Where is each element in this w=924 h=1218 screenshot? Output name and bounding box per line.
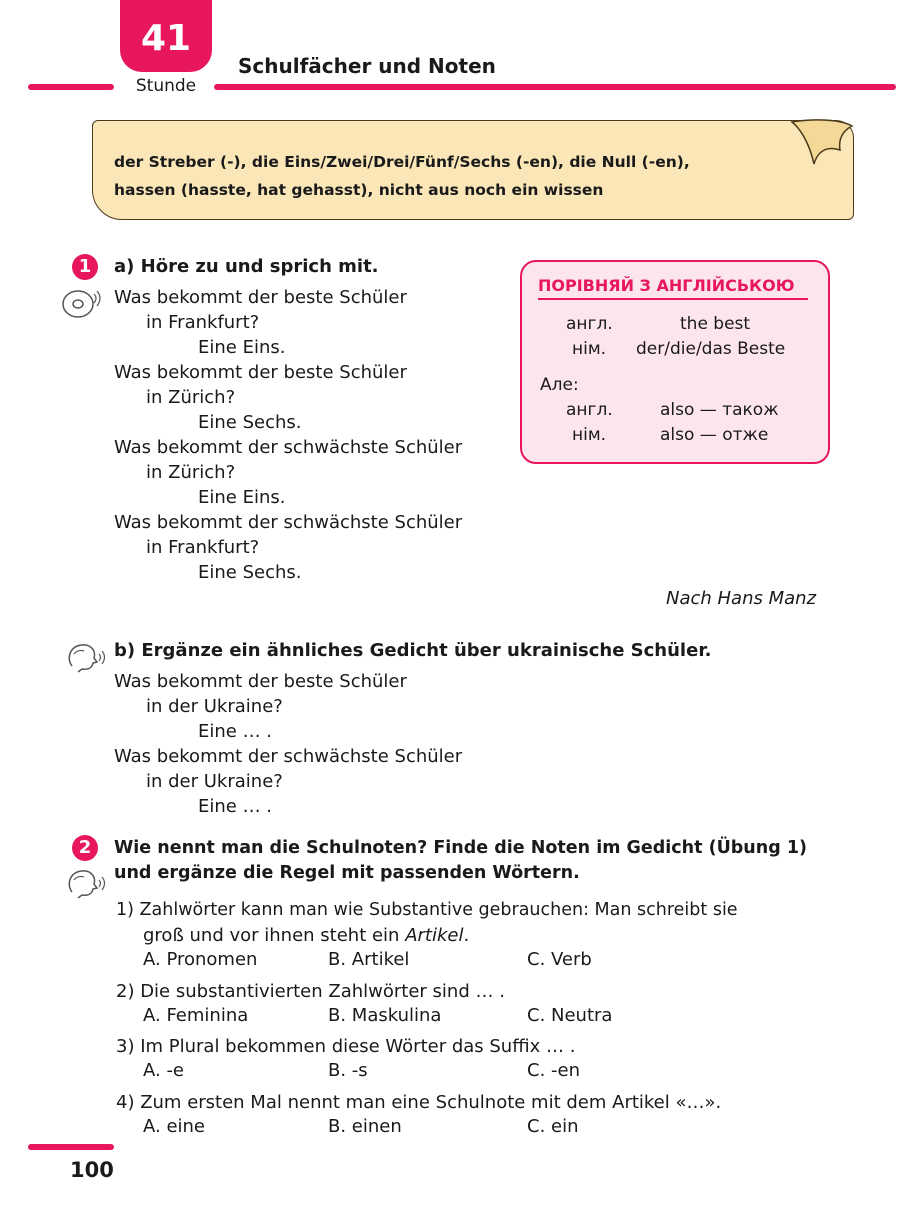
compare-text: also — також [660, 400, 779, 420]
compare-lang: нім. [572, 425, 607, 445]
question-1-line-2 [143, 923, 469, 948]
answer-option[interactable]: C. Verb [527, 949, 592, 970]
exercise-1a-label: a) Höre zu und sprich mit. [114, 256, 379, 277]
poem-b-line: in der Ukraine? [146, 696, 283, 717]
vocab-line-1: der Streber (-), die Eins/Zwei/Drei/Fünf/Sechs (-en), die Null (-en), [114, 153, 690, 171]
poem-b-line: Eine … . [198, 721, 273, 742]
question-1-line-1: 1) Zahlwörter kann man wie Substantive gebrauchen: Man schreibt sie [116, 900, 738, 920]
poem-line: Was bekommt der schwächste Schüler [114, 512, 463, 533]
answer-option[interactable]: A. -e [143, 1060, 185, 1081]
question-3: 3) Im Plural bekommen diese Wörter das Suffix … . [116, 1036, 576, 1057]
poem-b-line: Eine … . [198, 796, 273, 817]
answer-option[interactable]: B. Artikel [328, 949, 410, 970]
cd-audio-icon[interactable] [58, 286, 102, 322]
compare-text: the best [680, 314, 751, 334]
compare-lang: англ. [566, 314, 613, 334]
answer-option[interactable]: C. Neutra [527, 1005, 613, 1026]
header-rule-left [28, 84, 114, 90]
answer-option[interactable]: B. einen [328, 1116, 402, 1137]
poem-line: Was bekommt der beste Schüler [114, 362, 407, 383]
exercise-2-instruction-2: und ergänze die Regel mit passenden Wörtern. [114, 863, 580, 883]
poem-line: in Zürich? [146, 387, 236, 408]
answer-option[interactable]: C. -en [527, 1060, 580, 1081]
question-4: 4) Zum ersten Mal nennt man eine Schulnote mit dem Artikel «…». [116, 1092, 722, 1113]
compare-lang: нім. [572, 339, 607, 359]
question-1-text: groß und vor ihnen steht ein [143, 925, 406, 946]
poem-line: in Zürich? [146, 462, 236, 483]
compare-title-underline [538, 298, 808, 300]
exercise-1b-label: b) Ergänze ein ähnliches Gedicht über ukrainische Schüler. [114, 640, 712, 661]
lesson-label: Stunde [135, 76, 197, 96]
header-rule-right [214, 84, 896, 90]
question-1-italic-word: Artikel [405, 925, 464, 946]
page-number: 100 [70, 1158, 114, 1182]
poem-author: Nach Hans Manz [666, 588, 817, 609]
answer-option[interactable]: C. ein [527, 1116, 579, 1137]
vocab-text [114, 148, 690, 204]
answer-option[interactable]: B. -s [328, 1060, 368, 1081]
question-1-period: . [463, 925, 470, 946]
page-title: Schulfächer und Noten [238, 54, 496, 78]
poem-b-line: Was bekommt der schwächste Schüler [114, 746, 463, 767]
poem-line: Eine Sechs. [198, 562, 302, 583]
poem-b-line: in der Ukraine? [146, 771, 283, 792]
poem-line: Was bekommt der beste Schüler [114, 287, 407, 308]
answer-option[interactable]: A. Feminina [143, 1005, 249, 1026]
poem-line: in Frankfurt? [146, 537, 260, 558]
poem-line: Was bekommt der schwächste Schüler [114, 437, 463, 458]
poem-line: Eine Eins. [198, 487, 286, 508]
compare-title: ПОРІВНЯЙ З АНГЛІЙСЬКОЮ [538, 276, 795, 295]
speaking-head-icon [64, 866, 106, 900]
footer-rule [28, 1144, 114, 1150]
vocab-line-2: hassen (hasste, hat gehasst), nicht aus noch ein wissen [114, 181, 604, 199]
poem-line: Eine Sechs. [198, 412, 302, 433]
question-2: 2) Die substantivierten Zahlwörter sind … . [116, 981, 505, 1002]
exercise-1-number: 1 [72, 254, 98, 280]
answer-option[interactable]: B. Maskulina [328, 1005, 442, 1026]
answer-option[interactable]: A. Pronomen [143, 949, 258, 970]
poem-b-line: Was bekommt der beste Schüler [114, 671, 407, 692]
scroll-curl-icon [788, 116, 858, 170]
exercise-2-number: 2 [72, 835, 98, 861]
lesson-number: 41 [140, 18, 192, 59]
poem-line: in Frankfurt? [146, 312, 260, 333]
exercise-2-instruction-1: Wie nennt man die Schulnoten? Finde die Noten im Gedicht (Übung 1) [114, 838, 808, 858]
compare-lang: англ. [566, 400, 613, 420]
compare-text: der/die/das Beste [636, 339, 786, 359]
compare-but: Але: [540, 375, 579, 395]
answer-option[interactable]: A. eine [143, 1116, 205, 1137]
speaking-head-icon [64, 640, 106, 674]
poem-line: Eine Eins. [198, 337, 286, 358]
compare-text: also — отже [660, 425, 769, 445]
